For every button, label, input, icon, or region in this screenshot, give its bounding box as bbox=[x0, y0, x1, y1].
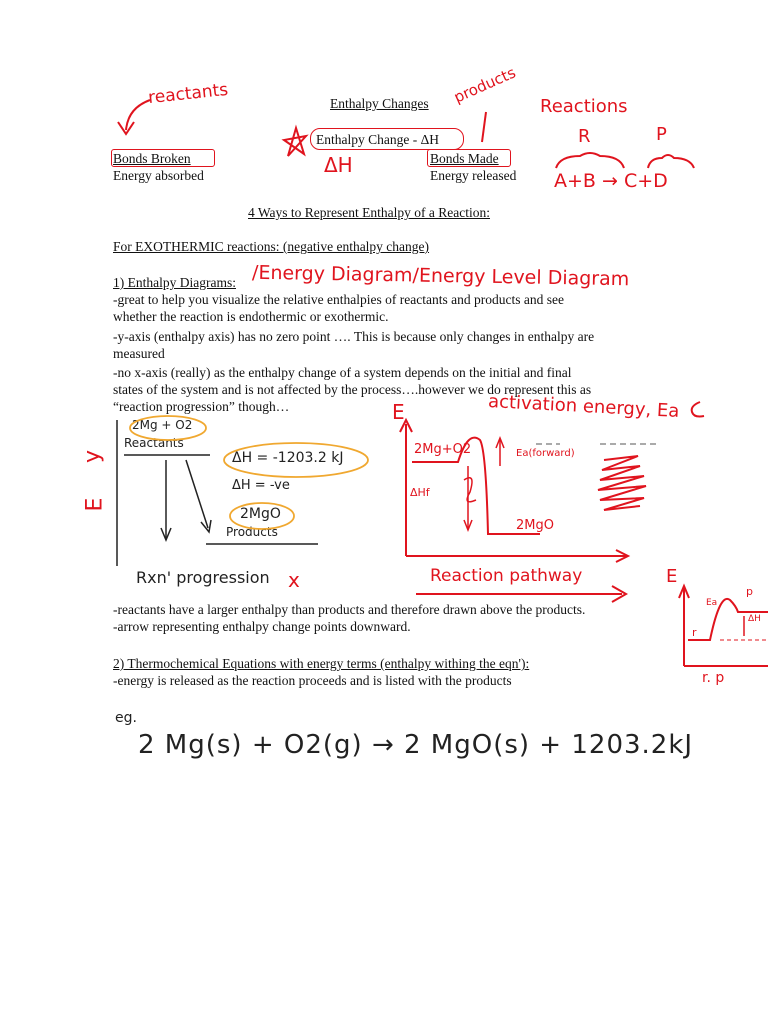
bonds-made-label: Bonds Made bbox=[430, 151, 499, 166]
reactions-note: Reactions bbox=[540, 96, 628, 117]
products-brace bbox=[648, 155, 694, 168]
reactants-brace bbox=[556, 153, 624, 168]
part2-line: -energy is released as the reaction proceeds and is listed with the products bbox=[113, 673, 512, 688]
exothermic-heading: For EXOTHERMIC reactions: (negative enthalpy change) bbox=[113, 239, 430, 254]
right-r: r bbox=[692, 626, 697, 639]
reactants-letter: R bbox=[578, 126, 591, 147]
reactants-formula-circle bbox=[130, 416, 206, 440]
right-p: p bbox=[746, 585, 753, 598]
scribble-mark bbox=[598, 456, 646, 510]
left-reactants-formula: 2Mg + O2 bbox=[132, 418, 193, 432]
left-products-label: Products bbox=[226, 525, 278, 539]
generic-equation: A+B → C+D bbox=[554, 170, 668, 192]
y-axis-note: y bbox=[80, 449, 106, 464]
ea-comma-mark bbox=[692, 402, 704, 417]
right-axis-label: r. p bbox=[702, 670, 725, 686]
part1-line: whether the reaction is endothermic or exothermic. bbox=[113, 309, 389, 324]
energy-diagram-note: /Energy Diagram/Energy Level Diagram bbox=[251, 261, 630, 291]
part1-after-line: -arrow representing enthalpy change points downward. bbox=[113, 619, 411, 634]
left-slanted-arrow bbox=[186, 460, 208, 528]
left-products-formula: 2MgO bbox=[240, 506, 281, 522]
energy-right-note: E bbox=[666, 566, 678, 587]
star-icon bbox=[284, 128, 306, 156]
mid-ea: Ea(forward) bbox=[516, 448, 575, 459]
right-dh: ΔH bbox=[748, 614, 761, 624]
energy-left-note: E bbox=[82, 497, 108, 512]
left-reactants-label: Reactants bbox=[124, 436, 184, 450]
products-note: products bbox=[451, 63, 519, 107]
page-title: Enthalpy Changes bbox=[330, 96, 429, 111]
part2-heading: 2) Thermochemical Equations with energy terms (enthalpy withing the eqn'): bbox=[113, 656, 530, 671]
part1-heading: 1) Enthalpy Diagrams: bbox=[113, 275, 236, 290]
delta-h-note: ΔH bbox=[324, 153, 353, 177]
mid-energy-curve bbox=[412, 438, 540, 534]
products-letter: P bbox=[656, 124, 667, 145]
mid-reactants: 2Mg+O2 bbox=[414, 442, 472, 457]
energy-absorbed-label: Energy absorbed bbox=[113, 168, 204, 183]
left-dh-value: ΔH = -1203.2 kJ bbox=[232, 450, 344, 466]
mid-squiggle bbox=[464, 478, 476, 502]
mid-dhf: ΔHf bbox=[410, 486, 430, 499]
mid-products: 2MgO bbox=[516, 518, 554, 533]
products-pointer bbox=[482, 112, 486, 142]
part1-line: -y-axis (enthalpy axis) has no zero point …. This is because only changes in enthalpy are bbox=[113, 329, 595, 344]
products-formula-circle bbox=[230, 503, 294, 529]
eg-note: eg. bbox=[115, 710, 137, 726]
part1-line: -great to help you visualize the relative enthalpies of reactants and products and see bbox=[113, 292, 564, 307]
part1-line: -no x-axis (really) as the enthalpy change of a system depends on the initial and final bbox=[113, 365, 572, 380]
part1-line: measured bbox=[113, 346, 165, 361]
reactants-arrow bbox=[126, 100, 150, 130]
part1-after-line: -reactants have a larger enthalpy than products and therefore drawn above the products. bbox=[113, 602, 586, 617]
enthalpy-change-label: Enthalpy Change - ΔH bbox=[316, 132, 440, 147]
reaction-pathway-note: Reaction pathway bbox=[430, 566, 583, 586]
right-energy-curve bbox=[688, 599, 768, 640]
section-title: 4 Ways to Represent Enthalpy of a Reaction: bbox=[248, 205, 490, 220]
activation-energy-note: activation energy, Ea bbox=[487, 391, 680, 422]
energy-released-label: Energy released bbox=[430, 168, 517, 183]
right-ea: Ea bbox=[706, 598, 718, 608]
bonds-broken-label: Bonds Broken bbox=[113, 151, 191, 166]
left-dh-sign: ΔH = -ve bbox=[232, 478, 290, 493]
energy-mid-note: E bbox=[392, 400, 405, 424]
x-axis-note: x bbox=[288, 568, 300, 592]
part1-line: states of the system and is not affected by the process….however we do represent this as bbox=[113, 382, 592, 397]
reactants-note: reactants bbox=[147, 79, 230, 109]
part1-line: “reaction progression” though… bbox=[113, 399, 290, 414]
rxn-progression-note: Rxn' progression bbox=[136, 568, 270, 587]
dh-value-circle bbox=[224, 443, 368, 477]
thermochemical-equation: 2 Mg(s) + O2(g) → 2 MgO(s) + 1203.2kJ bbox=[138, 730, 694, 760]
